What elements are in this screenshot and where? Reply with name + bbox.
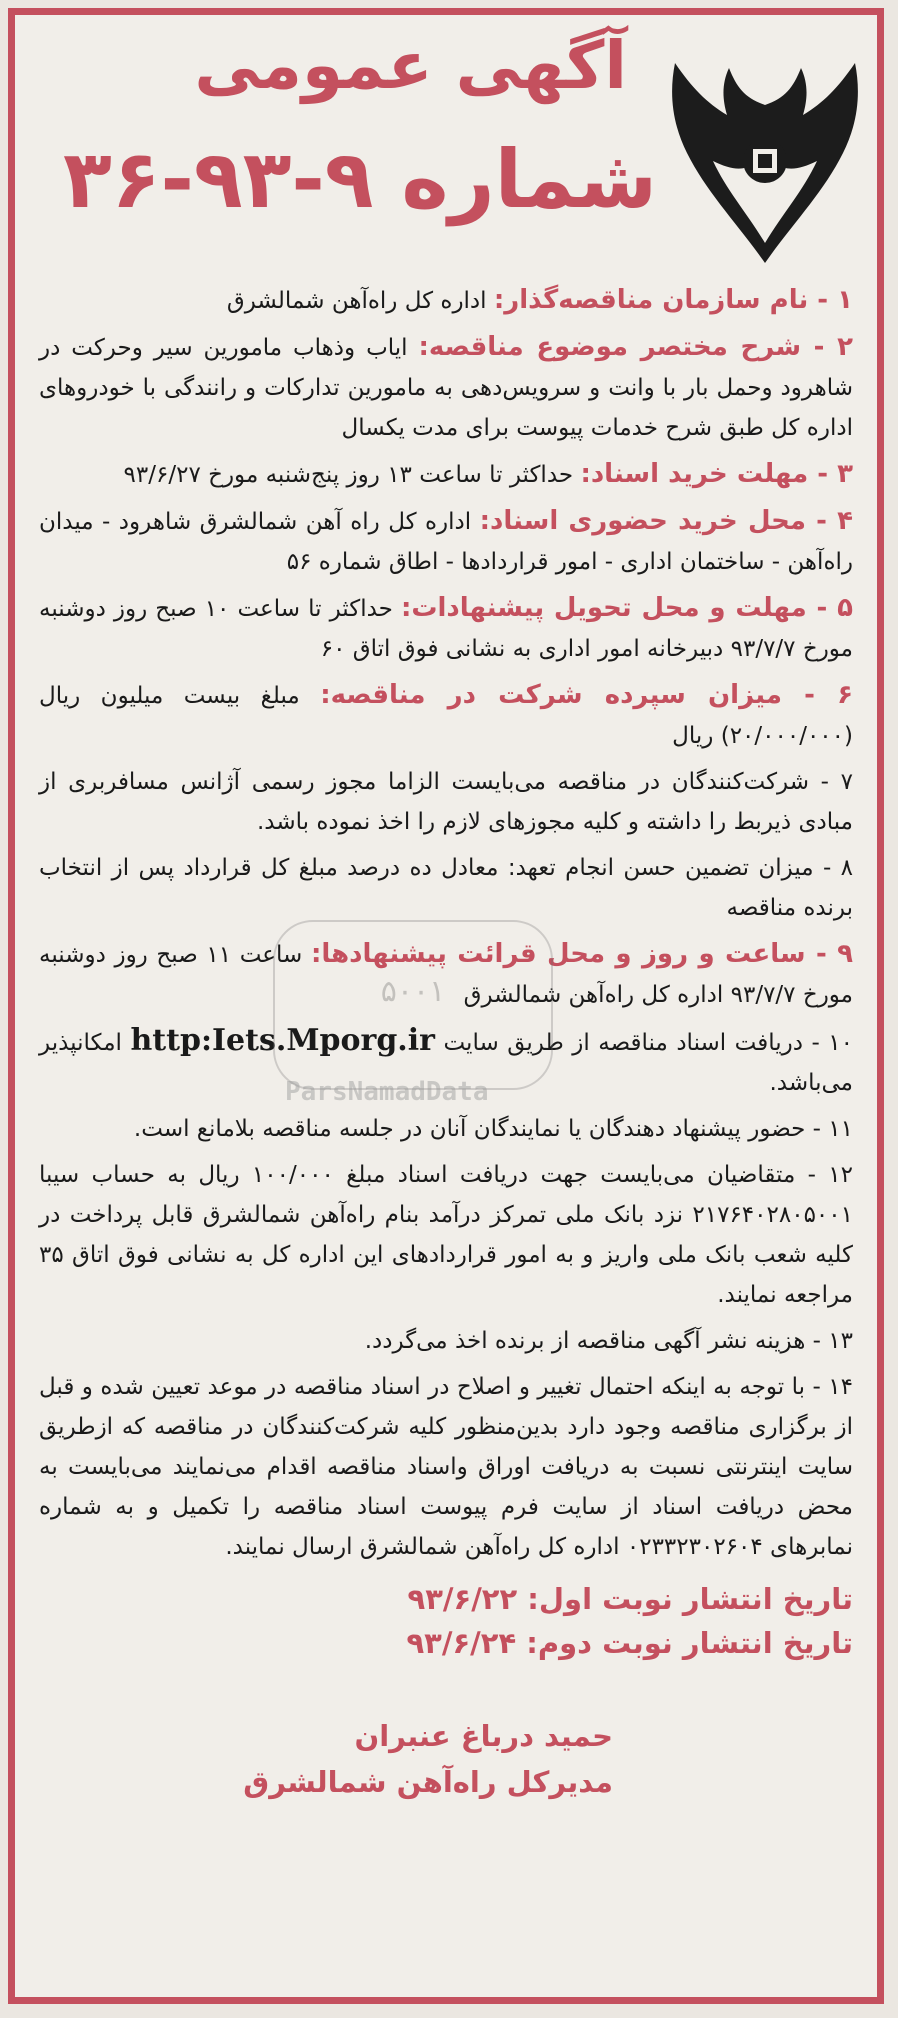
second-publication-date: تاریخ انتشار نوبت دوم: ۹۳/۶/۲۴ <box>406 1626 853 1660</box>
item-4: ۴ - محل خرید حضوری اسناد: اداره کل راه آهن شمالشرق شاهرود - میدان راه‌آهن - ساختمان اداری - امور قراردادها - اطاق شماره ۵۶ <box>39 506 854 575</box>
item-2: ۲ - شرح مختصر موضوع مناقصه: ایاب وذهاب مامورین سیر وحرکت در شاهرود وحمل بار با وانت و سرویس‌دهی به مامورین تدارکات و رانندگی با خودروهای اداره کل طبق شرح خدمات پیوست برای مدت یکسال <box>39 332 853 441</box>
ad-title: آگهی عمومی <box>194 27 627 104</box>
item-14: ۱۴ - با توجه به اینکه احتمال تغییر و اصلاح در اسناد مناقصه در موعد تعیین شده و قبل از برگزاری مناقصه وجود دارد بدین‌منظور کلیه شرکت‌کنندگان در مناقصه که ازطریق سایت اینترنتی نسبت به دریافت اوراق واسناد مناقصه اقدام می‌نمایند می‌بایست به محض دریافت اسناد از سایت فرم پیوست اسناد مناقصه را تکمیل و به شماره نمابرهای ۰۲۳۳۲۳۰۲۶۰۴ اداره کل راه‌آهن شمالشرق ارسال نمایند. <box>39 1374 853 1560</box>
item-9: ۹ - ساعت و روز و محل قرائت پیشنهادها: ساعت ۱۱ صبح روز دوشنبه مورخ ۹۳/۷/۷ اداره کل راه‌آهن شمالشرق <box>39 939 854 1008</box>
item-10: ۱۰ - دریافت اسناد مناقصه از طریق سایت http:Iets.Mporg.ir امکانپذیر می‌باشد. <box>39 1023 854 1096</box>
signer-title: مدیرکل راه‌آهن شمالشرق <box>243 1765 613 1799</box>
signature-block <box>39 1713 853 1805</box>
publication-dates <box>39 1577 853 1665</box>
advertisement-frame <box>8 8 884 2004</box>
signer-name: حمید درباغ عنبران <box>354 1719 613 1753</box>
item-7: ۷ - شرکت‌کنندگان در مناقصه می‌بایست الزاما مجوز رسمی آژانس مسافربری از مبادی ذیربط را داشته و کلیه مجوزهای لازم را اخذ نموده باشد. <box>39 769 853 835</box>
website-url: http:Iets.Mporg.ir <box>130 1023 435 1058</box>
item-11: ۱۱ - حضور پیشنهاد دهندگان یا نمایندگان آنان در جلسه مناقصه بلامانع است. <box>133 1116 853 1142</box>
item-13: ۱۳ - هزینه نشر آگهی مناقصه از برنده اخذ می‌گردد. <box>364 1328 853 1354</box>
item-8: ۸ - میزان تضمین حسن انجام تعهد: معادل ده درصد مبلغ کل قرارداد پس از انتخاب برنده مناقصه <box>39 855 853 921</box>
item-1: ۱ - نام سازمان مناقصه‌گذار: اداره کل راه‌آهن شمالشرق <box>226 285 853 315</box>
item-6: ۶ - میزان سپرده شرکت در مناقصه: مبلغ بیست میلیون ریال (۲۰/۰۰۰/۰۰۰) ریال <box>39 680 854 749</box>
item-3: ۳ - مهلت خرید اسناد: حداکثر تا ساعت ۱۳ روز پنج‌شنبه مورخ ۹۳/۶/۲۷ <box>123 459 853 489</box>
first-publication-date: تاریخ انتشار نوبت اول: ۹۳/۶/۲۲ <box>407 1582 853 1616</box>
item-5: ۵ - مهلت و محل تحویل پیشنهادات: حداکثر تا ساعت ۱۰ صبح روز دوشنبه مورخ ۹۳/۷/۷ دبیرخانه امور اداری به نشانی فوق اتاق ۶۰ <box>39 593 853 662</box>
faded-stamp: ۵۰۰۱ <box>273 920 553 1090</box>
header <box>15 15 877 280</box>
item-12: ۱۲ - متقاضیان می‌بایست جهت دریافت اسناد مبلغ ۱۰۰/۰۰۰ ریال به حساب سیبا ۲۱۷۶۴۰۲۸۰۵۰۰۱ نزد بانک ملی تمرکز درآمد بنام راه‌آهن شمالشرق قابل پرداخت در کلیه شعب بانک ملی واریز و به امور قراردادهای این اداره کل به نشانی فوق اتاق ۳۵ مراجعه نمایند. <box>39 1162 853 1308</box>
watermark: ParsNamadData <box>285 1077 489 1107</box>
winged-emblem-icon <box>667 43 863 267</box>
ad-number: شماره ۹-۹۳-۳۶ <box>62 133 657 226</box>
